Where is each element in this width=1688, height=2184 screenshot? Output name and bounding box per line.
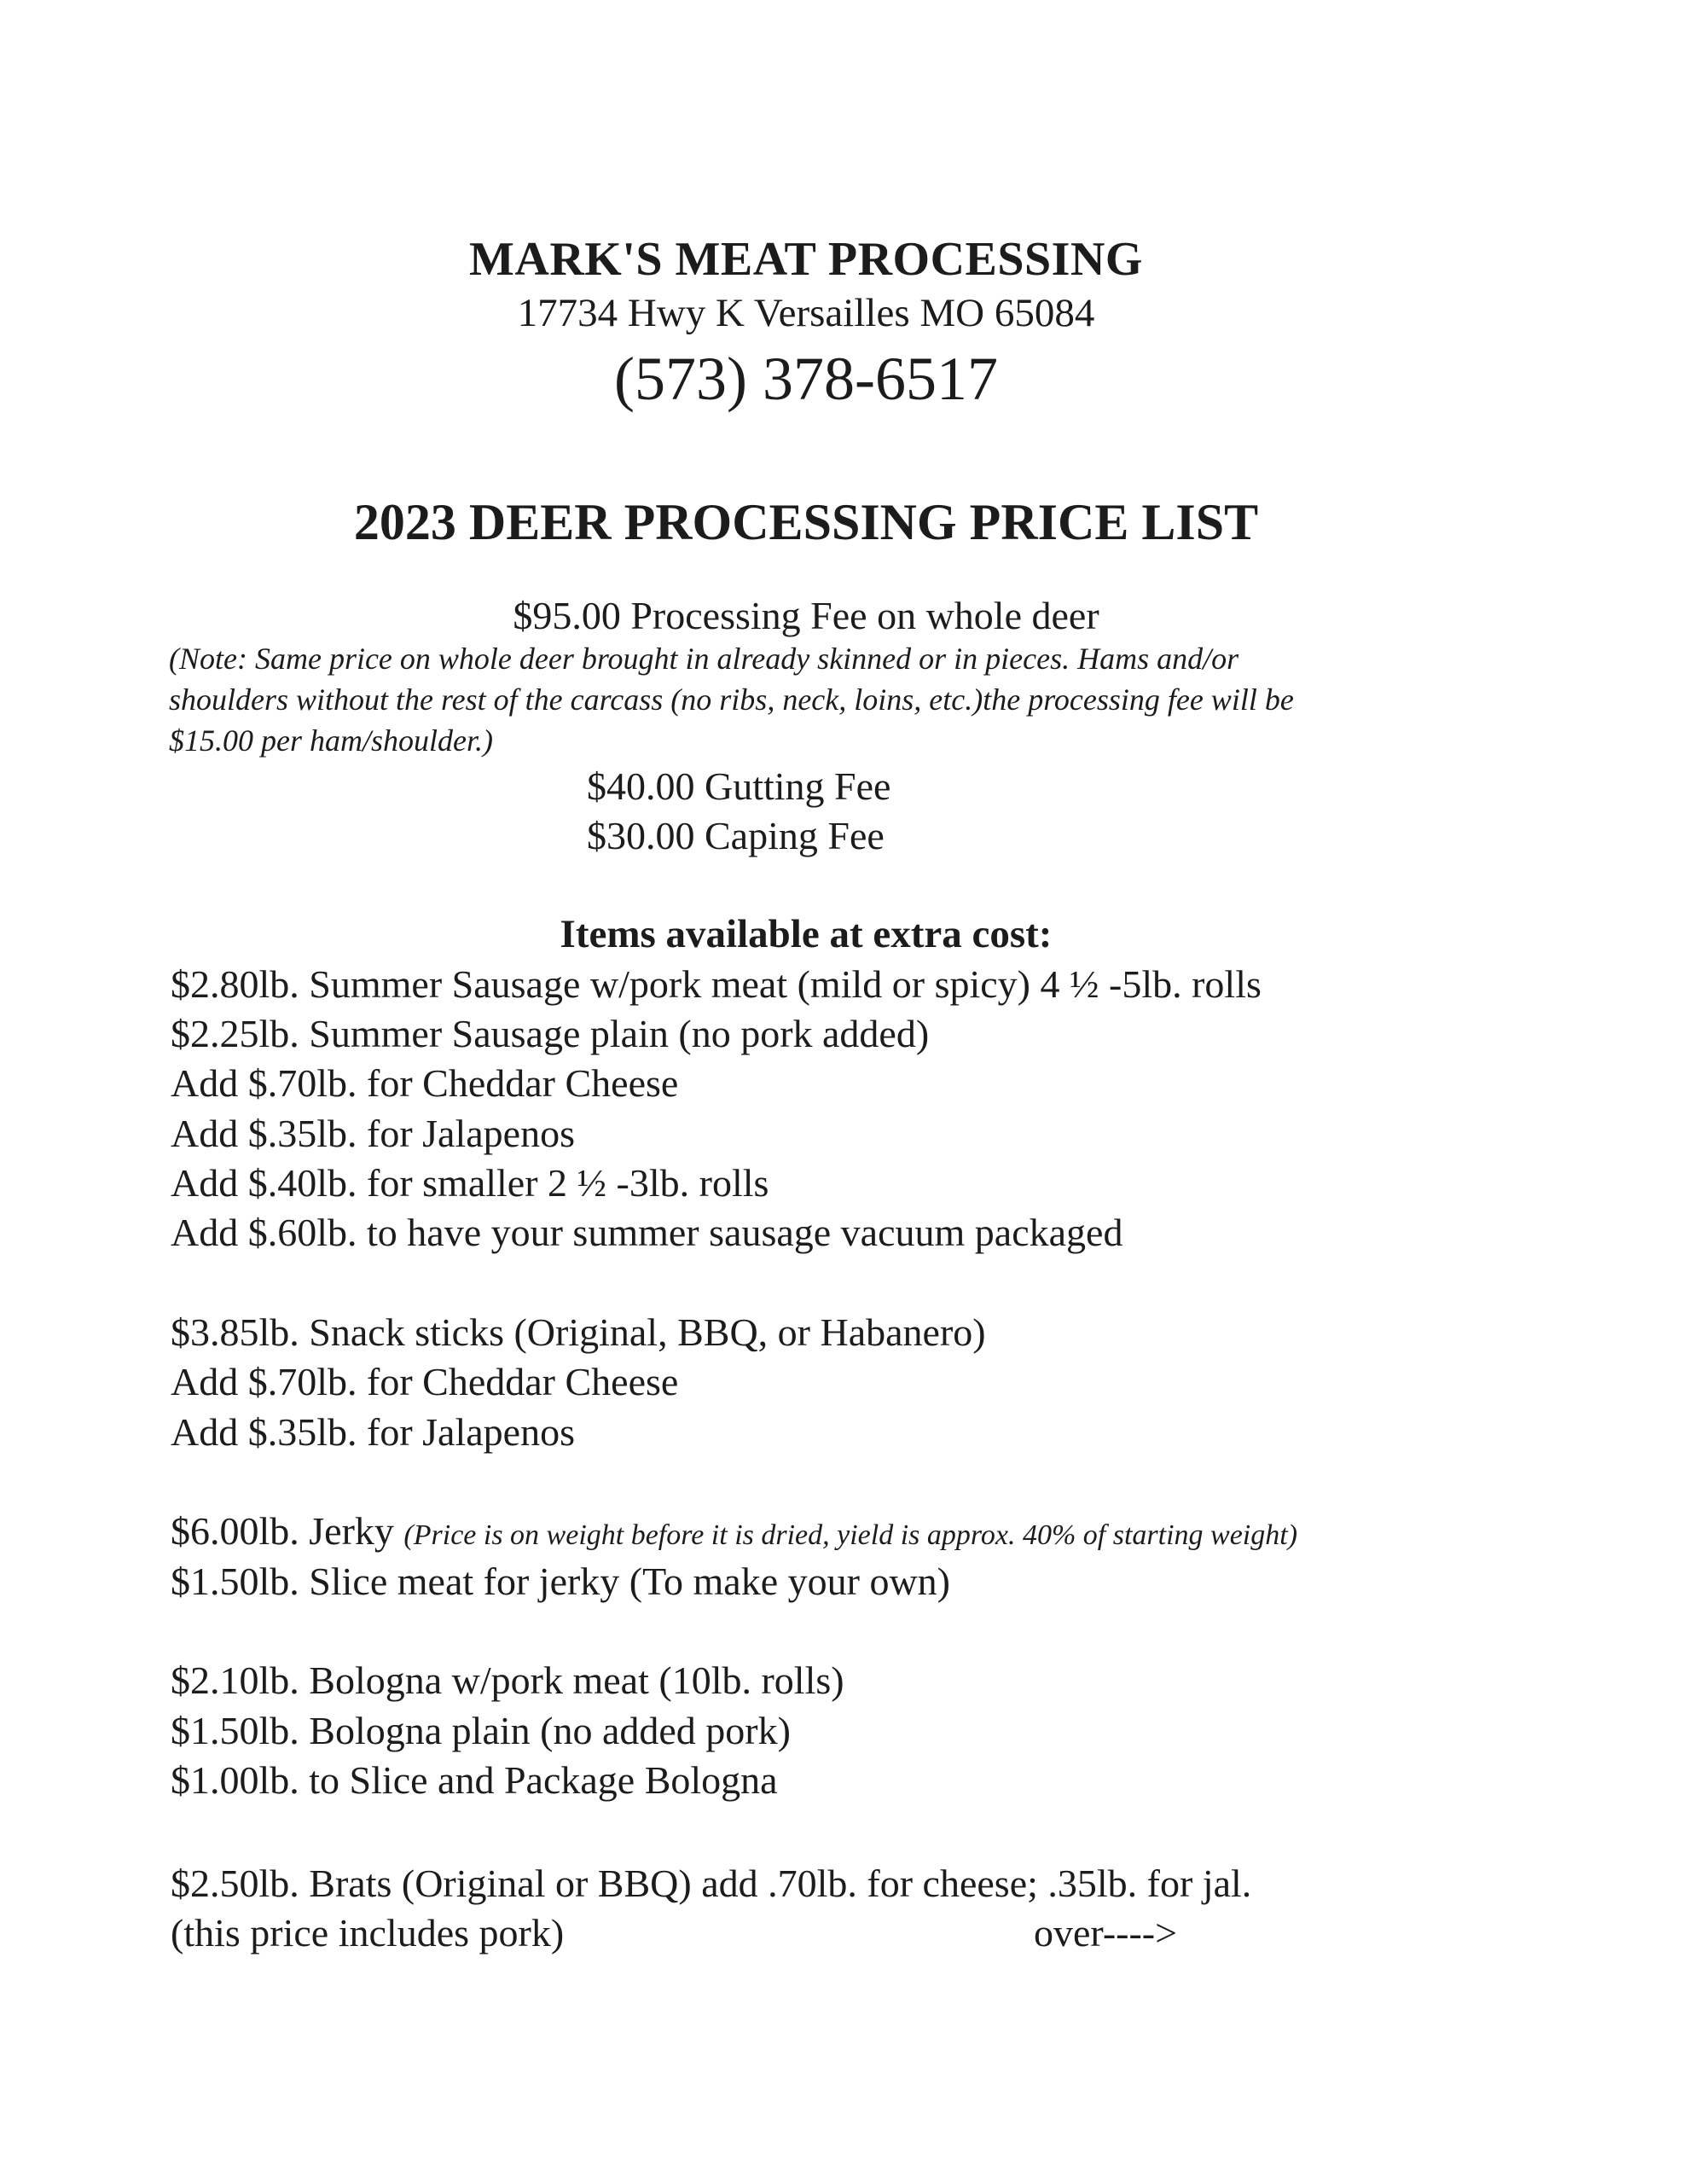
jerky-slice-item: $1.50lb. Slice meat for jerky (To make your own) xyxy=(171,1560,950,1603)
jerky-price: $6.00lb. Jerky xyxy=(171,1509,394,1553)
price-list-title: 2023 DEER PROCESSING PRICE LIST xyxy=(353,494,1259,550)
gutting-fee: $40.00 Gutting Fee xyxy=(587,764,891,808)
note-line: (Note: Same price on whole deer brought in already skinned or in pieces. Hams and/or xyxy=(169,642,1239,676)
bologna-item: $1.00lb. to Slice and Package Bologna xyxy=(171,1758,778,1802)
summer-sausage-item: Add $.60lb. to have your summer sausage vacuum packaged xyxy=(171,1211,1123,1254)
jerky-item xyxy=(171,1508,1297,1554)
summer-sausage-item: Add $.35lb. for Jalapenos xyxy=(171,1112,575,1155)
summer-sausage-item: $2.25lb. Summer Sausage plain (no pork added) xyxy=(171,1012,930,1055)
summer-sausage-item: Add $.40lb. for smaller 2 ½ -3lb. rolls xyxy=(171,1161,769,1205)
note-line: shoulders without the rest of the carcass (no ribs, neck, loins, etc.)the processing fee will be xyxy=(169,682,1294,717)
business-phone: (573) 378-6517 xyxy=(614,345,998,413)
summer-sausage-item: Add $.70lb. for Cheddar Cheese xyxy=(171,1061,679,1105)
summer-sausage-item: $2.80lb. Summer Sausage w/pork meat (mild or spicy) 4 ½ -5lb. rolls xyxy=(171,962,1262,1006)
brats-note: (this price includes pork) xyxy=(171,1911,565,1955)
bologna-item: $2.10lb. Bologna w/pork meat (10lb. rolls) xyxy=(171,1658,844,1702)
snack-sticks-item: Add $.70lb. for Cheddar Cheese xyxy=(171,1360,679,1403)
note-line: $15.00 per ham/shoulder.) xyxy=(169,723,493,758)
jerky-note: (Price is on weight before it is dried, yield is approx. 40% of starting weight) xyxy=(403,1519,1298,1551)
business-name: MARK'S MEAT PROCESSING xyxy=(469,233,1143,286)
over-indicator: over----> xyxy=(1034,1911,1178,1955)
snack-sticks-item: $3.85lb. Snack sticks (Original, BBQ, or Habanero) xyxy=(171,1310,986,1354)
business-address: 17734 Hwy K Versailles MO 65084 xyxy=(517,291,1095,335)
processing-fee: $95.00 Processing Fee on whole deer xyxy=(513,594,1099,637)
extras-heading: Items available at extra cost: xyxy=(560,912,1053,956)
bologna-item: $1.50lb. Bologna plain (no added pork) xyxy=(171,1709,791,1752)
caping-fee: $30.00 Caping Fee xyxy=(587,814,885,857)
brats-item: $2.50lb. Brats (Original or BBQ) add .70lb. for cheese; .35lb. for jal. xyxy=(171,1862,1252,1905)
snack-sticks-item: Add $.35lb. for Jalapenos xyxy=(171,1410,575,1454)
processing-note xyxy=(169,638,1499,761)
